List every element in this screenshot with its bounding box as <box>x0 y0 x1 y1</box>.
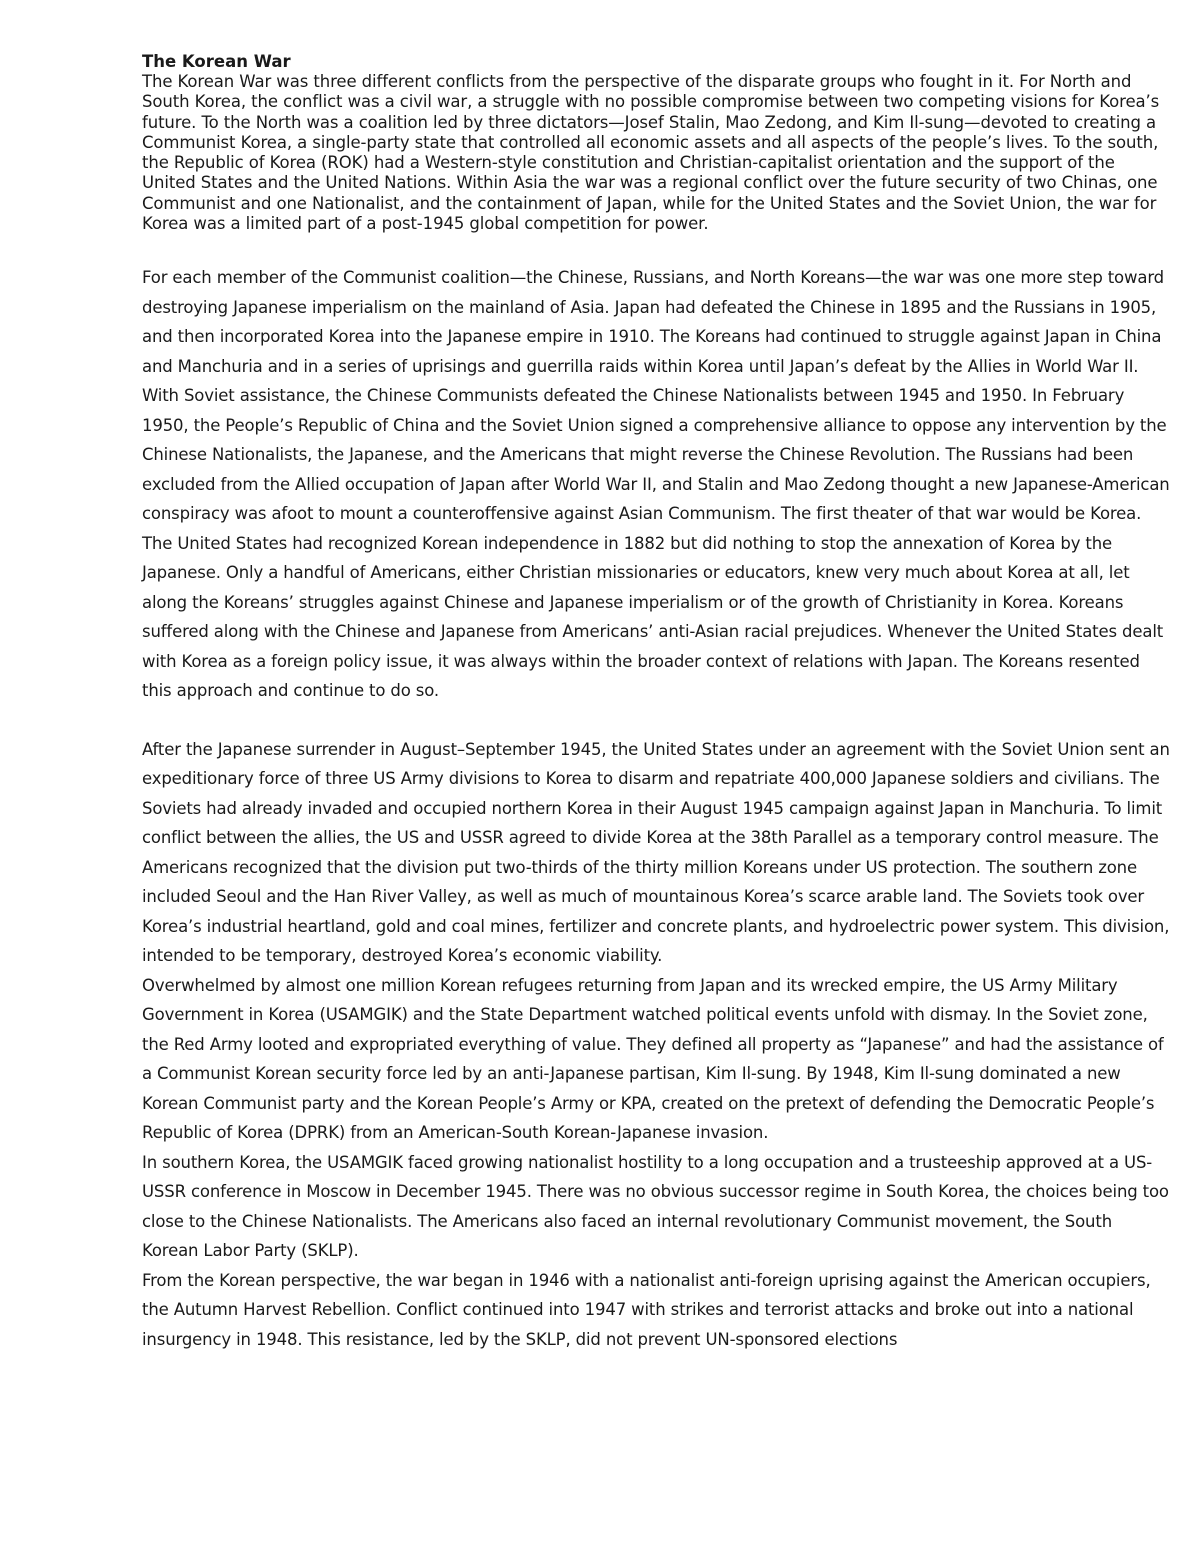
paragraph: With Soviet assistance, the Chinese Communists defeated the Chinese Nationalists between 1945 and 1950. In February 1950, the People’s Republic of China and the Soviet Union signed a comprehensive alliance to oppose any intervention by the Chinese Nationalists, the Japanese, and the Americans that might reverse the Chinese Revolution. The Russians had been excluded from the Allied occupation of Japan after World War II, and Stalin and Mao Zedong thought a new Japanese-American conspiracy was afoot to mount a counteroffensive against Asian Communism. The first theater of that war would be Korea. <box>142 386 1170 524</box>
paragraph: From the Korean perspective, the war began in 1946 with a nationalist anti-foreign uprising against the American occupiers, the Autumn Harvest Rebellion. Conflict continued into 1947 with strikes and terrorist attacks and broke out into a national insurgency in 1948. This resistance, led by the SKLP, did not prevent UN-sponsored elections <box>142 1270 1151 1349</box>
paragraph-intro: The Korean War was three different conflicts from the perspective of the disparate groups who fought in it. For North and South Korea, the conflict was a civil war, a struggle with no possible compromise between two competing visions for Korea’s future. To the North was a coalition led by three dictators—Josef Stalin, Mao Zedong, and Kim Il-sung—devoted to creating a Communist Korea, a single-party state that controlled all economic assets and all aspects of the people’s lives. To the south, the Republic of Korea (ROK) had a Western-style constitution and Christian-capitalist orientation and the support of the United States and the United Nations. Within Asia the war was a regional conflict over the future security of two Chinas, one Communist and one Nationalist, and the containment of Japan, while for the United States and the Soviet Union, the war for Korea was a limited part of a post-1945 global competition for power. <box>142 72 1160 234</box>
document-title: The Korean War <box>142 52 291 71</box>
document-page <box>142 52 1172 1354</box>
paragraph-spacer <box>142 706 1172 735</box>
paragraph: Overwhelmed by almost one million Korean refugees returning from Japan and its wrecked empire, the US Army Military Government in Korea (USAMGIK) and the State Department watched political events unfold with dismay. In the Soviet zone, the Red Army looted and expropriated everything of value. They defined all property as “Japanese” and had the assistance of a Communist Korean security force led by an anti-Japanese partisan, Kim Il-sung. By 1948, Kim Il-sung dominated a new Korean Communist party and the Korean People’s Army or KPA, created on the pretext of defending the Democratic People’s Republic of Korea (DPRK) from an American-South Korean-Japanese invasion. <box>142 975 1164 1143</box>
paragraph: In southern Korea, the USAMGIK faced growing nationalist hostility to a long occupation and a trusteeship approved at a US-USSR conference in Moscow in December 1945. There was no obvious successor regime in South Korea, the choices being too close to the Chinese Nationalists. The Americans also faced an internal revolutionary Communist movement, the South Korean Labor Party (SKLP). <box>142 1152 1169 1261</box>
paragraph-spacer <box>142 234 1172 263</box>
paragraph: For each member of the Communist coalition—the Chinese, Russians, and North Koreans—the war was one more step toward destroying Japanese imperialism on the mainland of Asia. Japan had defeated the Chinese in 1895 and the Russians in 1905, and then incorporated Korea into the Japanese empire in 1910. The Koreans had continued to struggle against Japan in China and Manchuria and in a series of uprisings and guerrilla raids within Korea until Japan’s defeat by the Allies in World War II. <box>142 268 1164 376</box>
paragraph: After the Japanese surrender in August–September 1945, the United States under an agreement with the Soviet Union sent an expeditionary force of three US Army divisions to Korea to disarm and repatriate 400,000 Japanese soldiers and civilians. The Soviets had already invaded and occupied northern Korea in their August 1945 campaign against Japan in Manchuria. To limit conflict between the allies, the US and USSR agreed to divide Korea at the 38th Parallel as a temporary control measure. The Americans recognized that the division put two-thirds of the thirty million Koreans under US protection. The southern zone included Seoul and the Han River Valley, as well as much of mountainous Korea’s scarce arable land. The Soviets took over Korea’s industrial heartland, gold and coal mines, fertilizer and concrete plants, and hydroelectric power system. This division, intended to be temporary, destroyed Korea’s economic viability. <box>142 739 1170 966</box>
paragraph: The United States had recognized Korean independence in 1882 but did nothing to stop the annexation of Korea by the Japanese. Only a handful of Americans, either Christian missionaries or educators, knew very much about Korea at all, let along the Koreans’ struggles against Chinese and Japanese imperialism or of the growth of Christianity in Korea. Koreans suffered along with the Chinese and Japanese from Americans’ anti-Asian racial prejudices. Whenever the United States dealt with Korea as a foreign policy issue, it was always within the broader context of relations with Japan. The Koreans resented this approach and continue to do so. <box>142 533 1164 701</box>
